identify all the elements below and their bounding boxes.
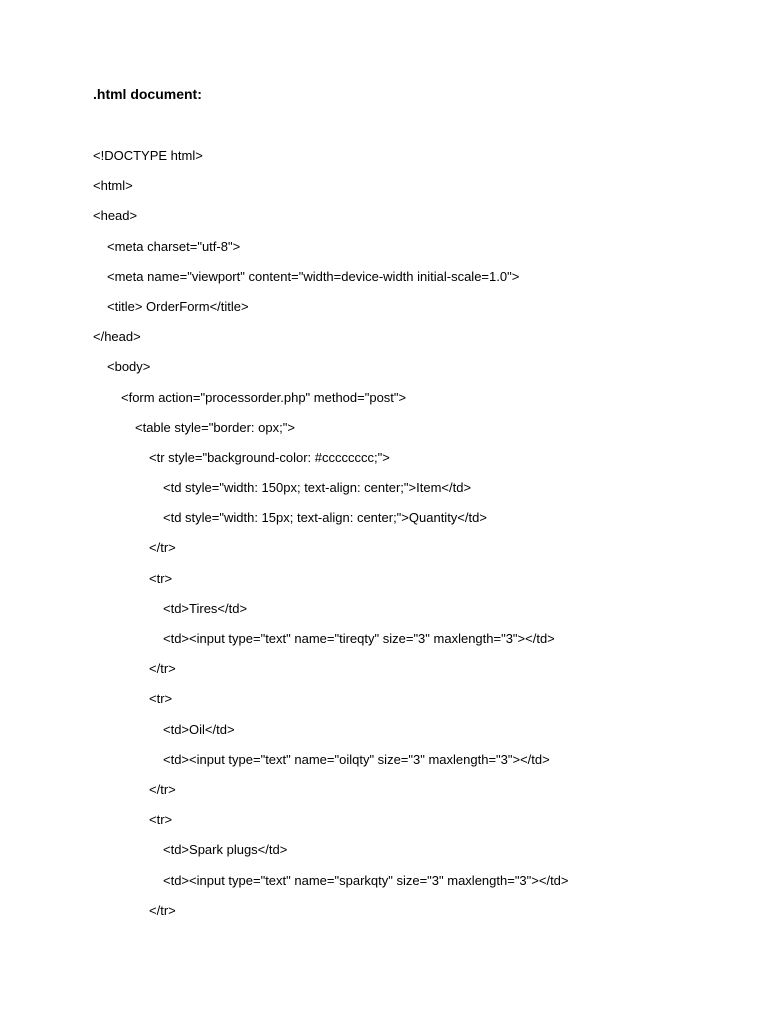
code-listing: [93, 146, 569, 931]
code-line: <table style="border: opx;">: [135, 419, 295, 435]
code-line: </tr>: [149, 781, 176, 797]
code-line: <td><input type="text" name="oilqty" size="3" maxlength="3"></td>: [163, 751, 550, 767]
code-line: <form action="processorder.php" method="post">: [121, 389, 407, 405]
code-line: <title> OrderForm</title>: [107, 298, 249, 314]
code-line: </head>: [93, 329, 141, 345]
code-line: </tr>: [149, 661, 176, 677]
code-line: <tr>: [149, 812, 173, 828]
code-line: <!DOCTYPE html>: [93, 148, 203, 163]
code-line: <html>: [93, 178, 133, 194]
code-line: <td><input type="text" name="sparkqty" size="3" maxlength="3"></td>: [163, 872, 569, 888]
code-line: <tr style="background-color: #cccccccc;">: [149, 449, 390, 465]
code-line: <meta name="viewport" content="width=device-width initial-scale=1.0">: [107, 268, 520, 284]
code-line: <tr>: [149, 691, 173, 707]
code-line: <td>Tires</td>: [163, 600, 248, 616]
code-line: <td>Oil</td>: [163, 721, 235, 737]
code-line: <td><input type="text" name="tireqty" size="3" maxlength="3"></td>: [163, 631, 555, 646]
document-heading: .html document:: [93, 86, 202, 102]
code-line: <td style="width: 150px; text-align: center;">Item</td>: [163, 480, 472, 496]
code-line: </tr>: [149, 540, 176, 556]
code-line: <td style="width: 15px; text-align: center;">Quantity</td>: [163, 510, 487, 526]
code-line: </tr>: [149, 902, 176, 918]
code-line: <meta charset="utf-8">: [107, 238, 241, 254]
code-line: <body>: [107, 359, 151, 375]
code-line: <head>: [93, 208, 138, 224]
code-line: <tr>: [149, 570, 173, 586]
code-line: <td>Spark plugs</td>: [163, 842, 288, 858]
